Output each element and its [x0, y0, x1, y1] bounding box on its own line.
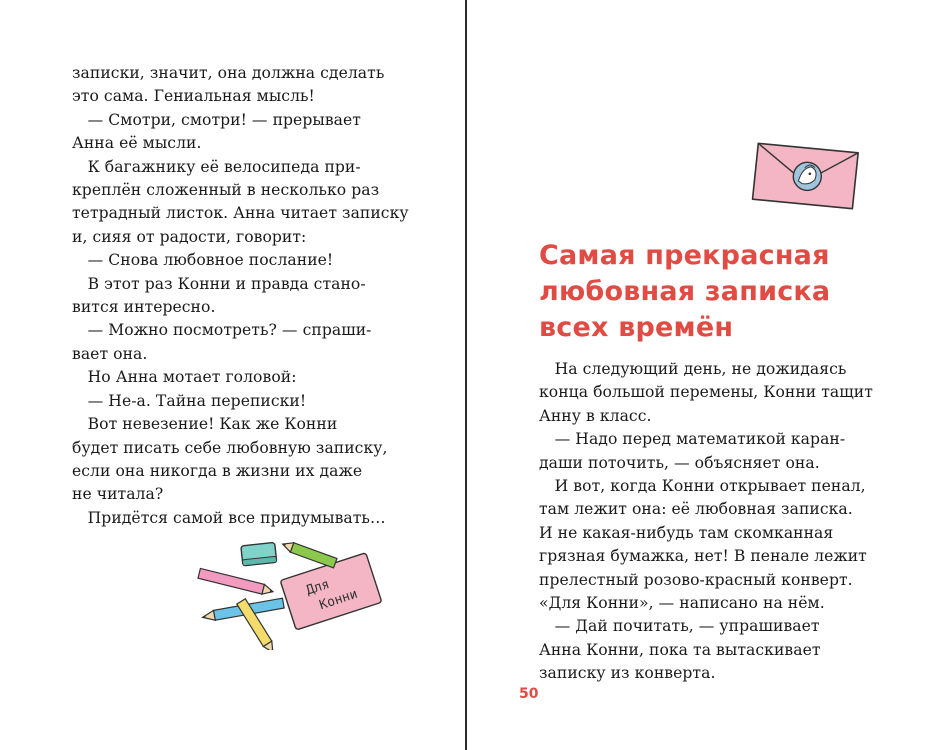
envelope-with-pony-seal-icon	[745, 138, 865, 218]
pink-pencil	[198, 568, 274, 596]
text-line: грязная бумажка, нет! В пенале лежит	[539, 547, 867, 566]
note-text-line1: Для	[304, 576, 332, 599]
text-line: Но Анна мотает головой:	[72, 368, 297, 387]
text-line: прелестный розово-красный конверт.	[539, 570, 853, 589]
text-line: записки, значит, она должна сделать	[72, 64, 385, 82]
right-page-text	[539, 358, 873, 686]
text-line: не читала?	[72, 485, 164, 504]
text-line: — Дай почитать, — упрашивает	[539, 617, 820, 636]
text-line: конца большой перемены, Конни тащит	[539, 383, 873, 402]
text-line: вает она.	[72, 344, 148, 363]
pencils-eraser-note-icon	[190, 538, 400, 650]
text-line: Вот невезение! Как же Конни	[72, 415, 338, 434]
eraser	[241, 542, 277, 565]
note-text-line2: Конни	[317, 586, 360, 614]
text-line: — Смотри, смотри! — прерывает	[72, 110, 361, 129]
text-line: «Для Конни», — написано на нём.	[539, 594, 825, 613]
text-line: — Можно посмотреть? — спраши-	[72, 321, 372, 340]
text-line: это сама. Гениальная мысль!	[72, 87, 315, 106]
text-line: Анна Конни, пока та вытаскивает	[539, 640, 821, 659]
chapter-title	[539, 238, 830, 346]
text-line: Анну в класс.	[539, 406, 652, 425]
text-line: тетрадный листок. Анна читает записку	[72, 204, 409, 223]
text-line: — Надо перед математикой каран-	[539, 430, 846, 449]
text-line: вится интересно.	[72, 298, 216, 317]
text-line: И вот, когда Конни открывает пенал,	[539, 477, 866, 496]
text-line: Придётся самой все придумывать…	[72, 508, 386, 527]
chapter-title-line3: всех времён	[539, 312, 734, 343]
text-line: будет писать себе любовную записку,	[72, 438, 388, 457]
text-line: и, сияя от радости, говорит:	[72, 227, 307, 246]
green-pencil	[281, 539, 337, 568]
text-line: — Снова любовное послание!	[72, 251, 334, 270]
left-page-text	[72, 62, 409, 530]
page-number: 50	[519, 686, 539, 702]
text-line: креплён сложенный в несколько раз	[72, 181, 380, 200]
text-line: В этот раз Конни и правда стано-	[72, 274, 366, 293]
text-line: Анна её мысли.	[72, 134, 202, 153]
text-line: На следующий день, не дожидаясь	[539, 360, 847, 378]
chapter-title-line2: любовная записка	[539, 276, 831, 307]
text-line: И не какая-нибудь там скомканная	[539, 523, 834, 542]
left-page	[0, 0, 465, 750]
text-line: К багажнику её велосипеда при-	[72, 157, 361, 176]
text-line: если она никогда в жизни их даже	[72, 461, 363, 480]
text-line: — Не-а. Тайна переписки!	[72, 391, 307, 410]
text-line: даши поточить, — объясняет она.	[539, 453, 820, 472]
right-page	[467, 0, 932, 750]
chapter-title-line1: Самая прекрасная	[539, 240, 830, 271]
text-line: записку из конверта.	[539, 664, 716, 683]
text-line: там лежит она: её любовная записка.	[539, 500, 853, 519]
